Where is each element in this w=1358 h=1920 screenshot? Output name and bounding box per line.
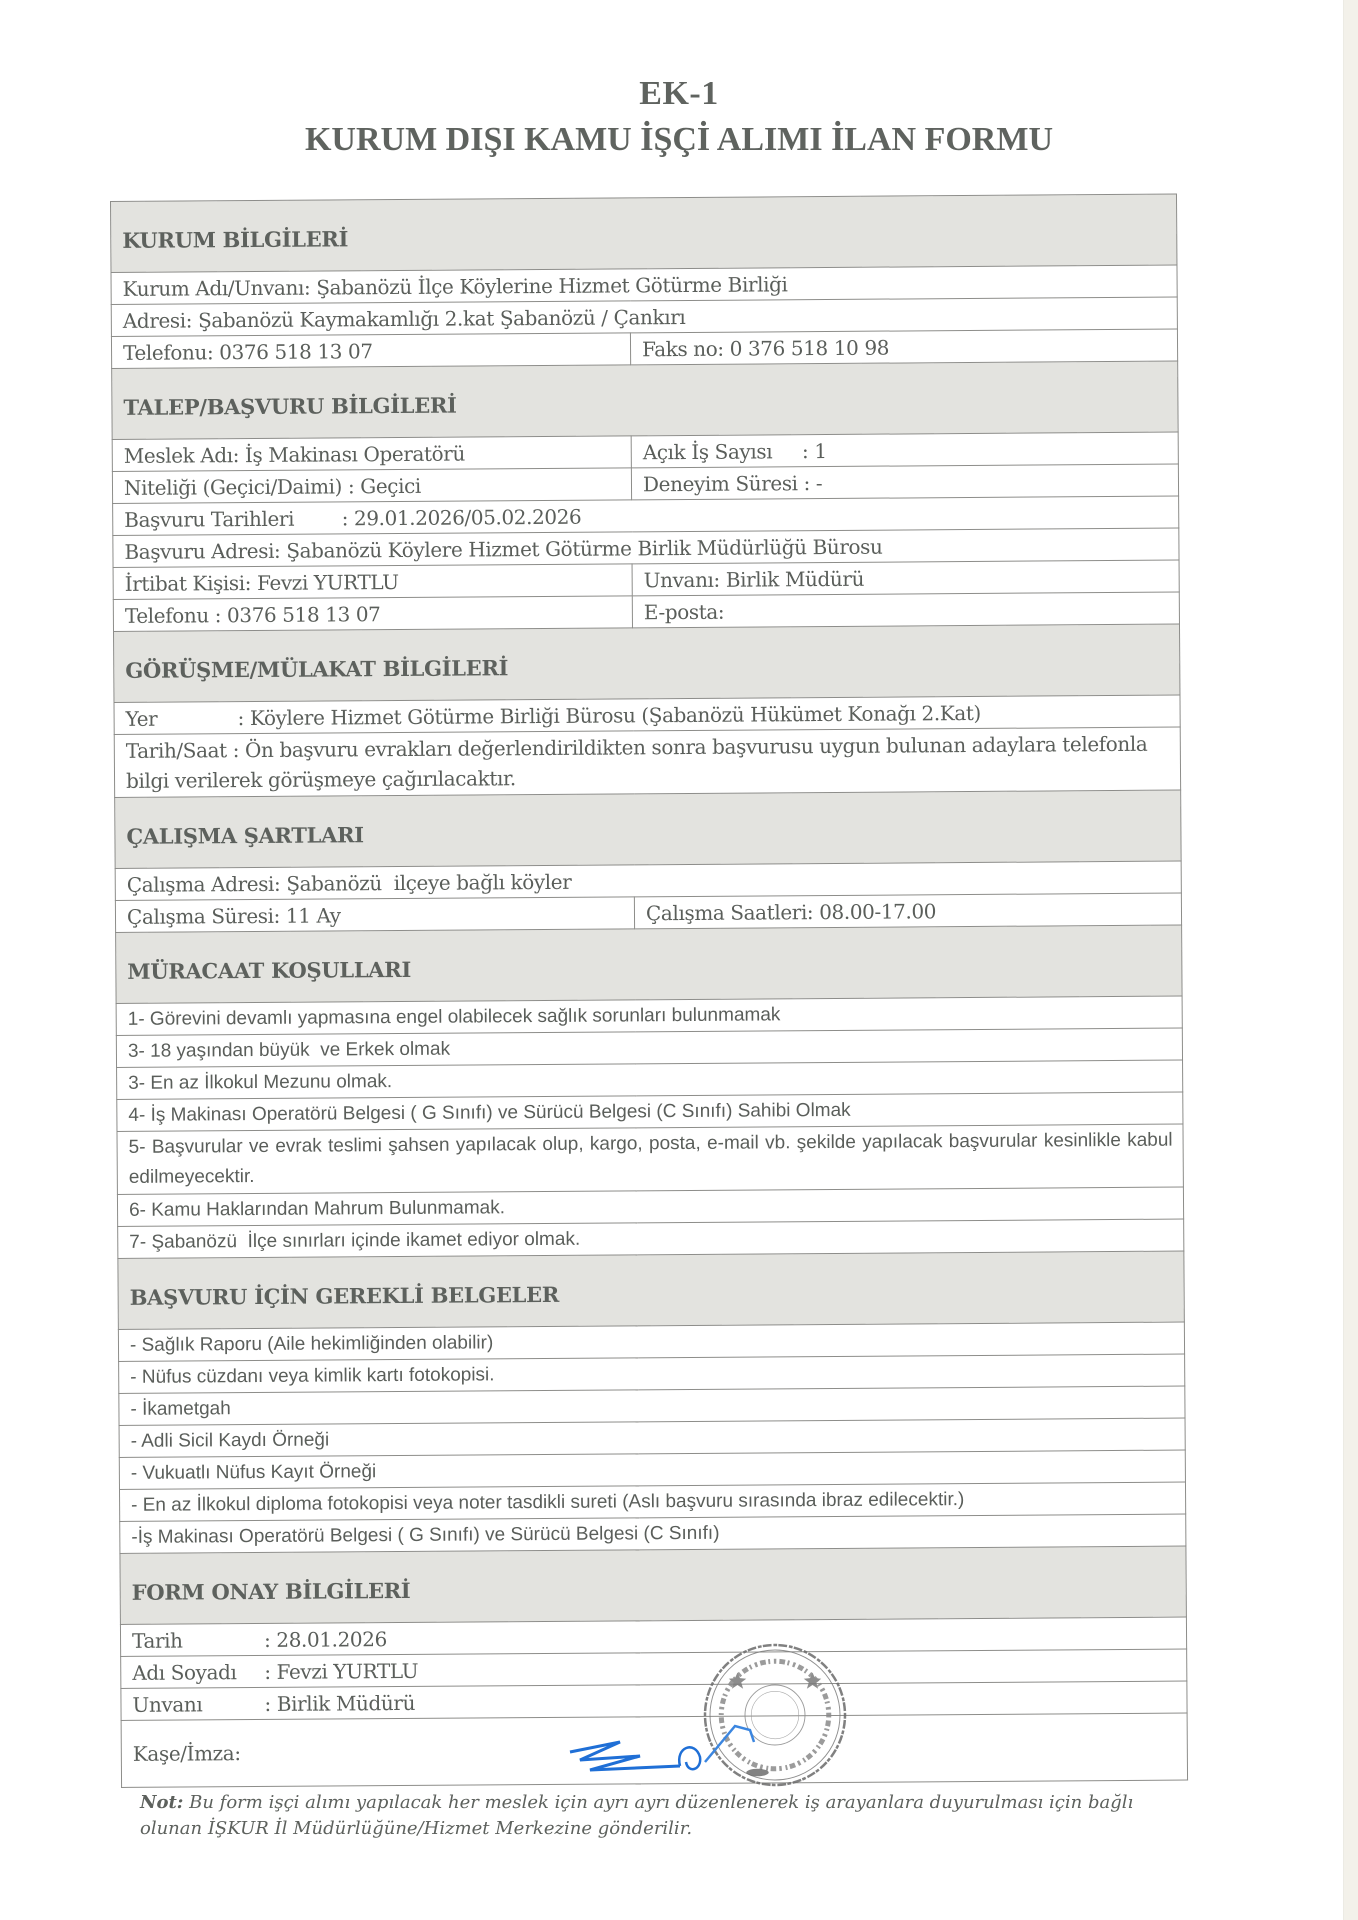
table-row bbox=[114, 727, 1180, 797]
document-text: - En az İlkokul diploma fotokopisi veya noter tasdikli sureti (Aslı başvuru sırasında ibraz edilecektir.) bbox=[119, 1482, 1185, 1521]
document-text: - Sağlık Raporu (Aile hekimliğinden olabilir) bbox=[118, 1322, 1184, 1361]
contact-email: E-posta: bbox=[632, 592, 1179, 628]
contact-title: Unvanı: Birlik Müdürü bbox=[632, 560, 1179, 596]
section-gorusme-header bbox=[114, 624, 1180, 702]
approver-name-label: Adı Soyadı bbox=[132, 1659, 237, 1685]
approver-title-label: Unvanı bbox=[132, 1691, 203, 1717]
condition-text: 1- Görevini devamlı yapmasına engel olabilecek sağlık sorunları bulunmamak bbox=[116, 996, 1182, 1035]
document-text: -İş Makinası Operatörü Belgesi ( G Sınıfı) ve Sürücü Belgesi (C Sınıfı) bbox=[120, 1514, 1186, 1553]
section-heading: KURUM BİLGİLERİ bbox=[111, 194, 1177, 272]
condition-text: 3- 18 yaşından büyük ve Erkek olmak bbox=[116, 1028, 1182, 1067]
open-job-count: Açık İş Sayısı : 1 bbox=[631, 432, 1178, 468]
document-title-block bbox=[0, 72, 1358, 164]
interview-datetime bbox=[114, 727, 1180, 797]
section-kurum-header bbox=[111, 194, 1177, 272]
section-heading: BAŞVURU İÇİN GEREKLİ BELGELER bbox=[118, 1251, 1184, 1329]
approval-date-value: : 28.01.2026 bbox=[263, 1626, 387, 1652]
condition-text: 7- Şabanözü İlçe sınırları içinde ikamet ediyor olmak. bbox=[118, 1219, 1184, 1258]
document-text: - Vukuatlı Nüfus Kayıt Örneği bbox=[119, 1450, 1185, 1489]
section-heading: GÖRÜŞME/MÜLAKAT BİLGİLERİ bbox=[114, 624, 1180, 702]
application-address: Başvuru Adresi: Şabanözü Köylere Hizmet Götürme Birlik Müdürlüğü Bürosu bbox=[113, 528, 1179, 567]
interview-place-label: Yer bbox=[125, 706, 158, 731]
approval-date-label: Tarih bbox=[131, 1628, 183, 1653]
section-belgeler-header bbox=[118, 1251, 1184, 1329]
approver-name-value: : Fevzi YURTLU bbox=[264, 1658, 419, 1684]
condition-text: 5- Başvurular ve evrak teslimi şahsen yapılacak olup, kargo, posta, e-mail vb. şekilde yapılacak başvurular kesinlikle kabul edilmeyecektir. bbox=[117, 1124, 1183, 1194]
section-heading: FORM ONAY BİLGİLERİ bbox=[120, 1546, 1186, 1624]
footnote bbox=[140, 1790, 1180, 1842]
work-hours: Çalışma Saatleri: 08.00-17.00 bbox=[634, 893, 1181, 929]
document-text: - Adli Sicil Kaydı Örneği bbox=[119, 1418, 1185, 1457]
annex-label: EK-1 bbox=[639, 75, 719, 112]
condition-text: 3- En az İlkokul Mezunu olmak. bbox=[117, 1060, 1183, 1099]
scan-edge-strip bbox=[1343, 0, 1358, 1920]
profession-name: Meslek Adı: İş Makinası Operatörü bbox=[112, 436, 631, 472]
institution-fax: Faks no: 0 376 518 10 98 bbox=[630, 329, 1177, 365]
condition-text: 4- İş Makinası Operatörü Belgesi ( G Sınıfı) ve Sürücü Belgesi (C Sınıfı) Sahibi Olmak bbox=[117, 1092, 1183, 1131]
table-row bbox=[121, 1713, 1187, 1787]
application-dates: Başvuru Tarihleri : 29.01.2026/05.02.2026 bbox=[113, 496, 1179, 535]
interview-place-value: : Köylere Hizmet Götürme Birliği Bürosu (Şabanözü Hükümet Konağı 2.Kat) bbox=[237, 700, 981, 730]
condition-item bbox=[117, 1124, 1183, 1194]
contact-person: İrtibat Kişisi: Fevzi YURTLU bbox=[113, 564, 632, 600]
form-table bbox=[110, 194, 1188, 1788]
institution-phone: Telefonu: 0376 518 13 07 bbox=[111, 333, 630, 369]
section-onay-header bbox=[120, 1546, 1186, 1624]
document-text: - İkametgah bbox=[119, 1386, 1185, 1425]
interview-datetime-value: : Ön başvuru evrakları değerlendirildikten sonra başvurusu uygun bulunan adaylara telefonla bilgi verilerek görüşmeye çağırılacaktır. bbox=[125, 731, 1148, 793]
section-heading: MÜRACAAT KOŞULLARI bbox=[116, 925, 1182, 1003]
contact-phone: Telefonu : 0376 518 13 07 bbox=[113, 596, 632, 632]
section-muracaat-header bbox=[116, 925, 1182, 1003]
institution-name: Kurum Adı/Unvanı: Şabanözü İlçe Köylerine Hizmet Götürme Birliği bbox=[111, 265, 1177, 304]
footnote-text: Bu form işçi alımı yapılacak her meslek için ayrı ayrı düzenlenerek iş arayanlara duyurulması için bağlı olunan İŞKUR İl Müdürlüğüne/Hizmet Merkezine gönderilir. bbox=[140, 1792, 1134, 1839]
section-calisma-header bbox=[115, 790, 1181, 868]
form-title: KURUM DIŞI KAMU İŞÇİ ALIMI İLAN FORMU bbox=[304, 121, 1054, 158]
announcement-form bbox=[110, 194, 1187, 1788]
work-address: Çalışma Adresi: Şabanözü ilçeye bağlı köyler bbox=[115, 861, 1181, 900]
document-text: - Nüfus cüzdanı veya kimlik kartı fotokopisi. bbox=[119, 1354, 1185, 1393]
job-nature: Niteliği (Geçici/Daimi) : Geçici bbox=[112, 468, 631, 504]
seal-signature-field: Kaşe/İmza: bbox=[121, 1713, 1187, 1787]
section-heading: ÇALIŞMA ŞARTLARI bbox=[115, 790, 1181, 868]
condition-text: 6- Kamu Haklarından Mahrum Bulunmamak. bbox=[117, 1187, 1183, 1226]
section-heading: TALEP/BAŞVURU BİLGİLERİ bbox=[112, 361, 1178, 439]
work-duration: Çalışma Süresi: 11 Ay bbox=[115, 897, 634, 933]
footnote-label: Not: bbox=[140, 1792, 184, 1813]
experience-duration: Deneyim Süresi : - bbox=[631, 464, 1178, 500]
interview-datetime-label: Tarih/Saat bbox=[125, 738, 227, 763]
approver-title-value: : Birlik Müdürü bbox=[264, 1690, 416, 1716]
institution-address: Adresi: Şabanözü Kaymakamlığı 2.kat Şabanözü / Çankırı bbox=[111, 297, 1177, 336]
section-talep-header bbox=[112, 361, 1178, 439]
